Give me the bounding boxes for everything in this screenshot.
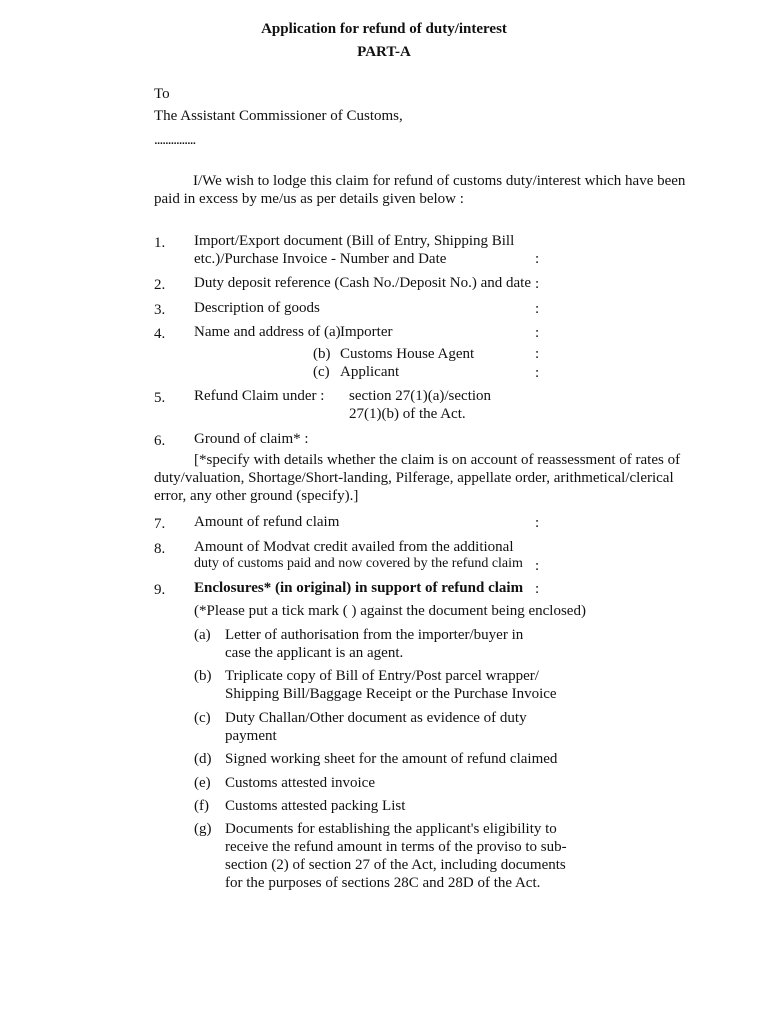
enclosure-g-line-3: section (2) of section 27 of the Act, including documents xyxy=(225,857,566,873)
item-9-number: 9. xyxy=(154,582,166,598)
item-7-text: Amount of refund claim xyxy=(194,514,340,530)
item-4-customs-house-agent: Customs House Agent xyxy=(340,346,475,362)
item-6-note-line-3: error, any other ground (specify).] xyxy=(154,488,359,504)
enclosure-c-line-2: payment xyxy=(225,728,277,744)
enclosure-d-label: (d) xyxy=(194,751,212,767)
item-3-text: Description of goods xyxy=(194,300,320,316)
enclosure-c-line-1: Duty Challan/Other document as evidence of duty xyxy=(225,710,527,726)
item-6-note-line-2: duty/valuation, Shortage/Short-landing, Pilferage, appellate order, arithmetical/clerical xyxy=(154,470,674,486)
item-5-value-line-1: section 27(1)(a)/section xyxy=(349,388,492,404)
item-8-number: 8. xyxy=(154,541,166,557)
enclosure-b-line-1: Triplicate copy of Bill of Entry/Post parcel wrapper/ xyxy=(225,668,539,684)
item-2-text: Duty deposit reference (Cash No./Deposit No.) and date xyxy=(194,275,531,291)
item-6-number: 6. xyxy=(154,433,166,449)
item-3-number: 3. xyxy=(154,302,166,318)
item-9-text: Enclosures* (in original) in support of refund claim xyxy=(194,580,524,596)
enclosure-f-label: (f) xyxy=(194,798,209,814)
item-2-number: 2. xyxy=(154,277,166,293)
item-4b-colon: : xyxy=(535,346,540,362)
item-5-number: 5. xyxy=(154,390,166,406)
item-1-line-1: Import/Export document (Bill of Entry, Shipping Bill xyxy=(194,233,515,249)
enclosure-g-label: (g) xyxy=(194,821,212,837)
form-title: Application for refund of duty/interest xyxy=(261,21,507,37)
item-5-value-line-2: 27(1)(b) of the Act. xyxy=(349,406,466,422)
item-7-number: 7. xyxy=(154,516,166,532)
enclosure-g-line-2: receive the refund amount in terms of the proviso to sub- xyxy=(225,839,567,855)
enclosure-e-line-1: Customs attested invoice xyxy=(225,775,375,791)
enclosure-g-line-4: for the purposes of sections 28C and 28D of the Act. xyxy=(225,875,541,891)
enclosure-f-line-1: Customs attested packing List xyxy=(225,798,406,814)
enclosure-c-label: (c) xyxy=(194,710,211,726)
item-8-line-2: duty of customs paid and now covered by the refund claim xyxy=(194,556,523,571)
addressee: The Assistant Commissioner of Customs, xyxy=(154,108,403,124)
item-8-colon: : xyxy=(535,558,540,574)
item-6-text: Ground of claim* : xyxy=(194,431,309,447)
item-4a-colon: : xyxy=(535,325,540,341)
intro-line-1: I/We wish to lodge this claim for refund of customs duty/interest which have been xyxy=(193,173,686,189)
item-2-colon: : xyxy=(535,276,540,292)
enclosure-e-label: (e) xyxy=(194,775,211,791)
item-1-line-2: etc.)/Purchase Invoice - Number and Date xyxy=(194,251,447,267)
item-6-note-line-1: [*specify with details whether the claim is on account of reassessment of rates of xyxy=(194,452,681,468)
item-3-colon: : xyxy=(535,301,540,317)
item-4-number: 4. xyxy=(154,326,166,342)
item-1-colon: : xyxy=(535,251,540,267)
item-5-text: Refund Claim under : xyxy=(194,388,325,404)
enclosure-d-line-1: Signed working sheet for the amount of refund claimed xyxy=(225,751,558,767)
item-4-text: Name and address of (a) xyxy=(194,324,341,340)
item-1-number: 1. xyxy=(154,235,166,251)
enclosure-a-line-2: case the applicant is an agent. xyxy=(225,645,404,661)
item-8-line-1: Amount of Modvat credit availed from the additional xyxy=(194,539,514,555)
item-9-note: (*Please put a tick mark ( ) against the document being enclosed) xyxy=(194,603,586,619)
item-4-importer: Importer xyxy=(340,324,393,340)
enclosure-g-line-1: Documents for establishing the applicant's eligibility to xyxy=(225,821,557,837)
enclosure-b-label: (b) xyxy=(194,668,212,684)
enclosure-a-line-1: Letter of authorisation from the importer/buyer in xyxy=(225,627,524,643)
item-4-applicant: Applicant xyxy=(340,364,400,380)
enclosure-b-line-2: Shipping Bill/Baggage Receipt or the Purchase Invoice xyxy=(225,686,557,702)
intro-line-2: paid in excess by me/us as per details given below : xyxy=(154,191,464,207)
form-part: PART-A xyxy=(357,44,411,60)
address-dots: ............... xyxy=(154,132,196,148)
item-4-b-label: (b) xyxy=(313,346,331,362)
item-9-colon: : xyxy=(535,581,540,597)
item-4-c-label: (c) xyxy=(313,364,330,380)
item-4c-colon: : xyxy=(535,365,540,381)
address-to: To xyxy=(154,86,170,102)
enclosure-a-label: (a) xyxy=(194,627,211,643)
item-7-colon: : xyxy=(535,515,540,531)
